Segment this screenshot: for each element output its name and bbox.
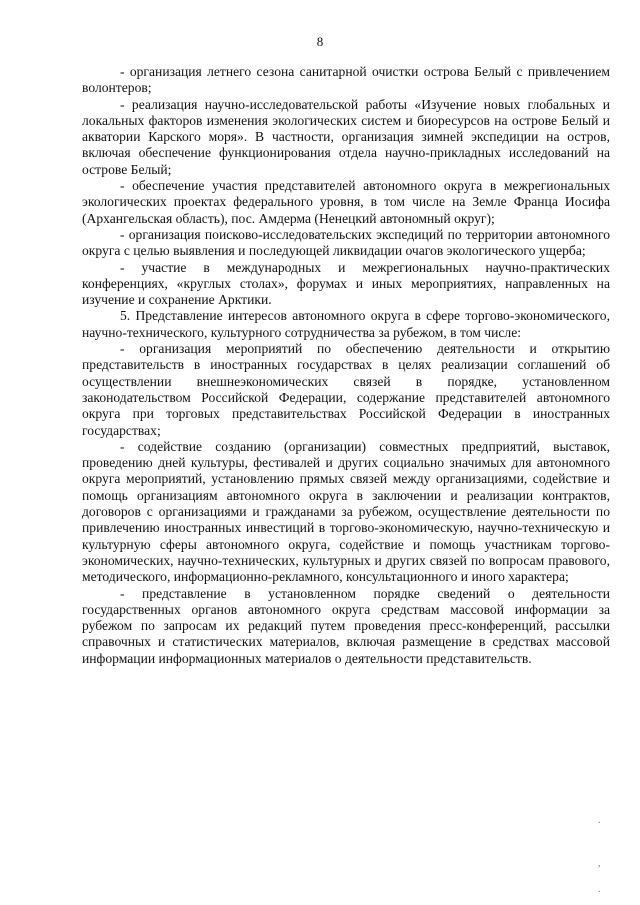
paragraph: 5. Представление интересов автономного округа в сфере торгово-экономического, научно-технического, культурного сотрудничества за рубежом, в том числе: [82, 308, 610, 340]
paragraph: - организация мероприятий по обеспечению деятельности и открытию представительств в иностранных государствах в целях реализации соглашений об осуществлении внешнеэкономических связей в порядке, установленном законодательством Российской Федерации, содержание представителей автономного округа при торговых представительствах Российской Федерации в иностранных государствах; [82, 341, 610, 438]
paragraph: - реализация научно-исследовательской работы «Изучение новых глобальных и локальных факторов изменения экологических систем и биоресурсов на острове Белый и акватории Карского моря». В частности, организация зимней экспедиции на остров, включая обеспечение функционирования отдела научно-прикладных исследований на острове Белый; [82, 96, 610, 177]
page-number: 8 [316, 34, 324, 49]
paragraph: - представление в установленном порядке сведений о деятельности государственных органов автономного округа средствам массовой информации за рубежом по запросам их редакций путем проведения пресс-конференций, рассылки справочных и статистических материалов, включая размещение в средствах массовой информации информационных материалов о деятельности представительств. [82, 585, 610, 666]
scan-mark: . [598, 815, 601, 826]
paragraph: - организация поисково-исследовательских экспедиций по территории автономного округа с целью выявления и последующей ликвидации очагов экологического ущерба; [82, 226, 610, 259]
paragraph: - содействие созданию (организации) совместных предприятий, выставок, проведению дней культуры, фестивалей и других социально значимых для автономного округа мероприятий, установлению прямых связей между организациями, содействие и помощь организациям автономного округа в заключении и реализации контрактов, договоров с организациями и гражданами за рубежом, осуществление деятельности по привлечению иностранных инвестиций в торгово-экономическую, научно-техническую и культурную сферы автономного округа, содействие и помощь участникам торгово-экономических, научно-технических, культурных и других связей по вопросам правового, методического, информационно-рекламного, консультационного и иного характера; [82, 438, 610, 585]
scan-mark: , [598, 858, 601, 869]
scan-mark: . [598, 884, 601, 895]
document-body [82, 64, 610, 667]
paragraph: - организация летнего сезона санитарной очистки острова Белый с привлечением волонтеров; [82, 64, 610, 96]
paragraph: - участие в международных и межрегиональных научно-практических конференциях, «круглых столах», форумах и иных мероприятиях, направленных на изучение и сохранение Арктики. [82, 259, 610, 308]
paragraph: - обеспечение участия представителей автономного округа в межрегиональных экологических проектах федерального уровня, в том числе на Земле Франца Иосифа (Архангельская область), пос. Амдерма (Ненецкий автономный округ); [82, 178, 610, 226]
